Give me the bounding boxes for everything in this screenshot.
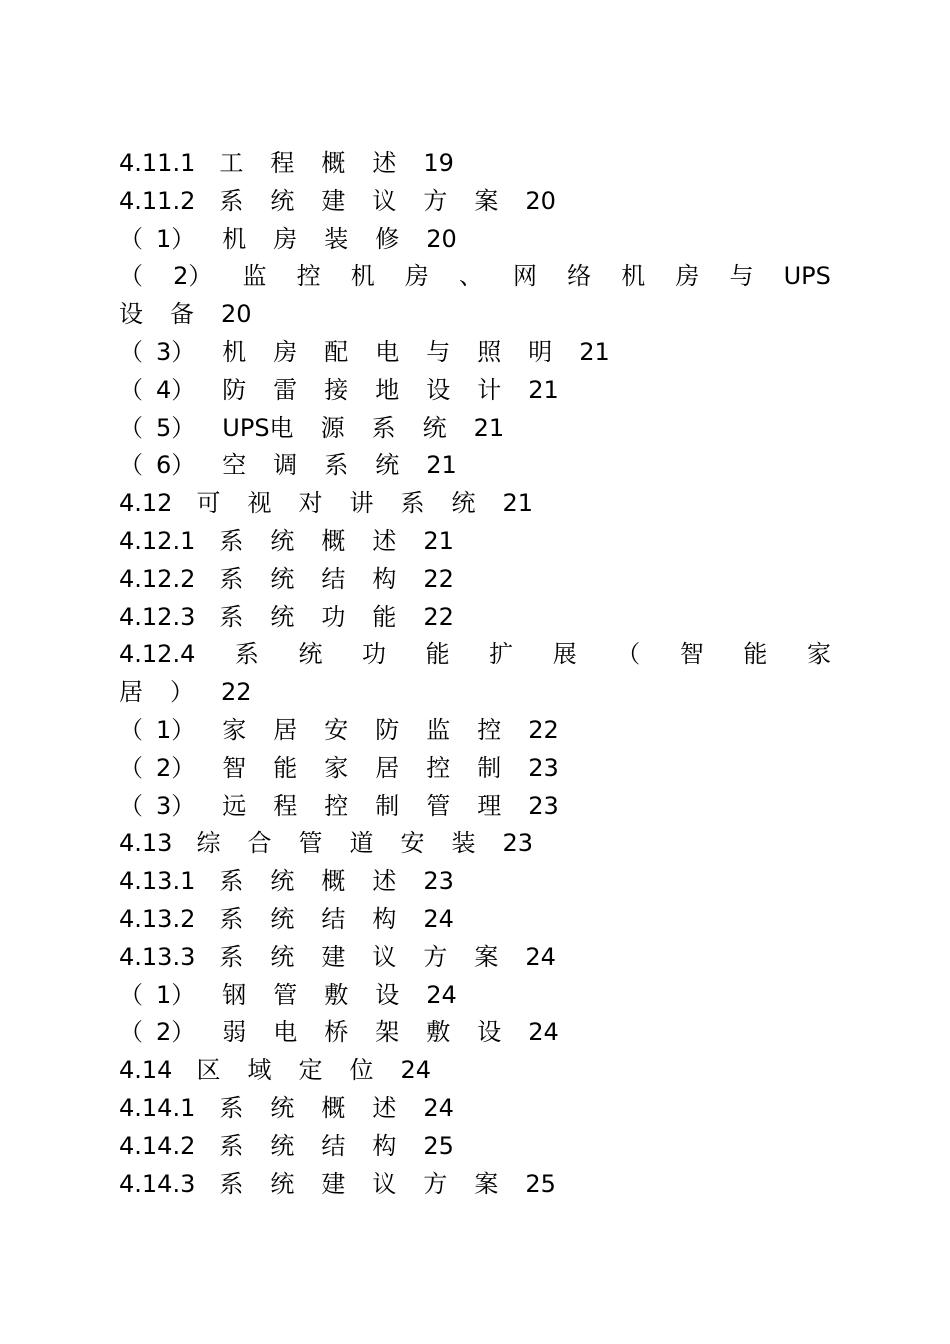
toc-token: 24 [423, 904, 454, 933]
toc-line [119, 1128, 831, 1166]
toc-token: 接 [324, 375, 349, 404]
toc-token: 系 [219, 867, 244, 896]
toc-token: 建 [321, 942, 346, 971]
toc-token: 设 [426, 375, 451, 404]
toc-token: 4.12.4 [119, 640, 196, 669]
toc-token: 安 [324, 715, 349, 744]
toc-token: 系 [219, 602, 244, 631]
toc-token: 4.11.2 [119, 186, 196, 215]
toc-line [119, 447, 831, 485]
toc-token: 装 [324, 224, 349, 253]
toc-token: 议 [372, 1169, 397, 1198]
table-of-contents [119, 145, 831, 1203]
toc-token: 统 [270, 1169, 295, 1198]
toc-token: （ [119, 262, 143, 291]
toc-token: 结 [321, 1131, 346, 1160]
toc-token: 方 [423, 1169, 448, 1198]
toc-token: 地 [375, 375, 400, 404]
toc-token: 能 [743, 640, 768, 669]
toc-token: 建 [321, 1169, 346, 1198]
toc-token: 管 [426, 791, 451, 820]
toc-token: 4.13.3 [119, 942, 196, 971]
toc-token: 系 [219, 1093, 244, 1122]
toc-token: 述 [372, 1093, 397, 1122]
toc-token: 系 [219, 942, 244, 971]
toc-token: 案 [474, 186, 499, 215]
toc-token: 统 [375, 451, 400, 480]
toc-line [119, 750, 831, 788]
toc-token: 装 [451, 829, 476, 858]
toc-token: 设 [119, 300, 143, 329]
toc-token: 2） [156, 753, 196, 782]
toc-token: 架 [375, 1018, 400, 1047]
toc-token: 21 [473, 413, 505, 442]
toc-token: ） [170, 678, 194, 707]
toc-token: 综 [196, 829, 221, 858]
toc-token: 统 [270, 602, 295, 631]
toc-token: 防 [222, 375, 247, 404]
toc-token: 概 [321, 149, 346, 177]
toc-token: 雷 [273, 375, 298, 404]
toc-token: 明 [528, 337, 553, 366]
toc-token: 2） [173, 262, 213, 291]
toc-token: 方 [423, 186, 448, 215]
toc-token: 、 [458, 262, 483, 291]
toc-token: 统 [270, 942, 295, 971]
toc-token: 弱 [222, 1018, 247, 1047]
toc-token: 家 [222, 715, 247, 744]
toc-token: 4.12 [119, 489, 173, 518]
toc-token: 统 [270, 564, 295, 593]
toc-token: 系 [219, 1131, 244, 1160]
toc-token: 22 [423, 564, 454, 593]
toc-token: 构 [372, 904, 397, 933]
toc-token: 概 [321, 867, 346, 896]
toc-token: 计 [477, 375, 502, 404]
toc-token: 与 [426, 337, 451, 366]
toc-token: 房 [675, 262, 700, 291]
toc-token: （ [119, 413, 143, 442]
toc-token: 20 [426, 224, 457, 253]
toc-token: 24 [525, 942, 556, 971]
toc-token: 智 [222, 753, 247, 782]
toc-token: 4.13.1 [119, 867, 196, 896]
toc-line [119, 258, 831, 296]
toc-token: 19 [423, 149, 454, 177]
toc-token: 调 [273, 451, 298, 480]
toc-token: （ [119, 980, 143, 1009]
toc-token: 4.11.1 [119, 149, 196, 177]
toc-token: 网 [513, 262, 538, 291]
toc-token: 理 [477, 791, 502, 820]
toc-token: 24 [528, 1018, 559, 1047]
toc-token: 监 [242, 262, 267, 291]
toc-token: 1） [156, 980, 196, 1009]
toc-line [119, 334, 831, 372]
toc-token: 居 [375, 753, 400, 782]
toc-token: 程 [270, 149, 295, 177]
toc-token: 20 [525, 186, 556, 215]
toc-token: 1） [156, 715, 196, 744]
toc-token: 述 [372, 526, 397, 555]
toc-token: 24 [400, 1056, 431, 1085]
toc-token: 功 [321, 602, 346, 631]
toc-token: 能 [273, 753, 298, 782]
toc-line [119, 636, 831, 674]
toc-token: （ [119, 715, 143, 744]
toc-token: 4.14.1 [119, 1093, 196, 1122]
toc-token: 控 [324, 791, 349, 820]
toc-token: 4.13 [119, 829, 173, 858]
toc-token: 系 [219, 1169, 244, 1198]
toc-token: 讲 [349, 489, 374, 518]
toc-token: 智 [679, 640, 704, 669]
toc-token: 桥 [324, 1018, 349, 1047]
toc-token: 道 [349, 829, 374, 858]
toc-line [119, 183, 831, 221]
toc-token: （ [119, 224, 143, 253]
toc-line [119, 712, 831, 750]
toc-token: 统 [270, 904, 295, 933]
toc-line [119, 410, 831, 448]
toc-token: 23 [423, 867, 454, 896]
toc-token: 电 [375, 337, 400, 366]
toc-token: 机 [621, 262, 646, 291]
toc-token: 制 [375, 791, 400, 820]
toc-token: 述 [372, 149, 397, 177]
toc-token: 21 [426, 451, 457, 480]
toc-line [119, 485, 831, 523]
toc-token: 统 [422, 413, 447, 442]
toc-token: 统 [270, 1093, 295, 1122]
toc-line [119, 1166, 831, 1204]
toc-line [119, 221, 831, 259]
toc-token: 区 [196, 1056, 221, 1085]
toc-token: 4.12.1 [119, 526, 196, 555]
toc-token: 可 [196, 489, 221, 518]
toc-token: 备 [170, 300, 194, 329]
toc-token: 系 [219, 526, 244, 555]
toc-token: 敷 [426, 1018, 451, 1047]
toc-token: 系 [234, 640, 259, 669]
toc-token: 监 [426, 715, 451, 744]
toc-token: 20 [221, 300, 252, 329]
toc-token: （ [119, 337, 143, 366]
toc-token: 1） [156, 224, 196, 253]
toc-token: 机 [350, 262, 375, 291]
toc-token: 域 [247, 1056, 272, 1085]
toc-token: 22 [423, 602, 454, 631]
toc-token: 设 [477, 1018, 502, 1047]
toc-line [119, 1014, 831, 1052]
toc-token: 定 [298, 1056, 323, 1085]
toc-line [119, 561, 831, 599]
toc-token: 家 [806, 640, 831, 669]
toc-token: 21 [502, 489, 533, 518]
toc-token: 5） [156, 413, 196, 442]
toc-token: 4.13.2 [119, 904, 196, 933]
toc-token: 程 [273, 791, 298, 820]
toc-token: 统 [270, 186, 295, 215]
toc-token: 能 [425, 640, 450, 669]
toc-token: 扩 [489, 640, 514, 669]
toc-token: 修 [375, 224, 400, 253]
toc-token: 23 [502, 829, 533, 858]
toc-token: 远 [222, 791, 247, 820]
toc-token: 房 [273, 224, 298, 253]
toc-token: 构 [372, 1131, 397, 1160]
toc-token: 控 [477, 715, 502, 744]
toc-token: 照 [477, 337, 502, 366]
toc-token: （ [119, 375, 143, 404]
toc-token: 案 [474, 1169, 499, 1198]
toc-token: UPS [783, 262, 831, 291]
toc-line [119, 863, 831, 901]
toc-token: （ [119, 1018, 143, 1047]
toc-token: 系 [371, 413, 396, 442]
toc-token: 空 [222, 451, 247, 480]
toc-line [119, 1052, 831, 1090]
toc-token: 房 [273, 337, 298, 366]
toc-token: 3） [156, 337, 196, 366]
toc-token: 络 [567, 262, 592, 291]
toc-token: 电 [273, 1018, 298, 1047]
toc-token: 4） [156, 375, 196, 404]
toc-token: 对 [298, 489, 323, 518]
toc-token: 统 [270, 1131, 295, 1160]
toc-token: 22 [221, 678, 252, 707]
toc-token: 23 [528, 791, 559, 820]
toc-token: 4.12.3 [119, 602, 196, 631]
toc-line [119, 372, 831, 410]
toc-token: 位 [349, 1056, 374, 1085]
toc-token: 控 [296, 262, 321, 291]
toc-token: 3） [156, 791, 196, 820]
toc-token: 概 [321, 526, 346, 555]
toc-token: 方 [423, 942, 448, 971]
toc-token: 21 [423, 526, 454, 555]
toc-token: 24 [426, 980, 457, 1009]
toc-token: 构 [372, 564, 397, 593]
toc-token: 居 [119, 678, 143, 707]
toc-token: 房 [404, 262, 429, 291]
toc-token: 配 [324, 337, 349, 366]
toc-token: 系 [400, 489, 425, 518]
toc-token: 与 [729, 262, 754, 291]
toc-token: 21 [528, 375, 559, 404]
toc-line [119, 939, 831, 977]
toc-line [119, 523, 831, 561]
toc-token: 源 [320, 413, 345, 442]
toc-token: 防 [375, 715, 400, 744]
toc-token: 4.14.3 [119, 1169, 196, 1198]
toc-token: （ [119, 753, 143, 782]
toc-token: 22 [528, 715, 559, 744]
toc-token: 案 [474, 942, 499, 971]
toc-token: 系 [219, 564, 244, 593]
toc-token: 敷 [324, 980, 349, 1009]
toc-token: 视 [247, 489, 272, 518]
toc-token: 钢 [222, 980, 247, 1009]
toc-token: 能 [372, 602, 397, 631]
toc-line [119, 977, 831, 1015]
toc-line [119, 788, 831, 826]
toc-token: 结 [321, 904, 346, 933]
toc-token: 24 [423, 1093, 454, 1122]
toc-token: 工 [219, 149, 244, 177]
toc-token: 2） [156, 1018, 196, 1047]
toc-token: 4.14 [119, 1056, 173, 1085]
toc-token: 述 [372, 867, 397, 896]
toc-token: 结 [321, 564, 346, 593]
toc-token: 25 [423, 1131, 454, 1160]
toc-token: 设 [375, 980, 400, 1009]
toc-token: 议 [372, 942, 397, 971]
toc-token: 系 [219, 186, 244, 215]
toc-line [119, 1090, 831, 1128]
toc-token: 建 [321, 186, 346, 215]
toc-token: 概 [321, 1093, 346, 1122]
toc-token: 统 [298, 640, 323, 669]
toc-token: 系 [219, 904, 244, 933]
toc-token: 统 [270, 867, 295, 896]
toc-token: 统 [451, 489, 476, 518]
toc-token: 议 [372, 186, 397, 215]
toc-line [119, 901, 831, 939]
toc-line [119, 296, 831, 334]
toc-token: （ [616, 640, 641, 669]
toc-token: 居 [273, 715, 298, 744]
toc-token: 管 [273, 980, 298, 1009]
toc-token: 统 [270, 526, 295, 555]
toc-token: 系 [324, 451, 349, 480]
toc-line [119, 145, 831, 183]
toc-token: 家 [324, 753, 349, 782]
toc-token: 4.12.2 [119, 564, 196, 593]
toc-token: 4.14.2 [119, 1131, 196, 1160]
toc-token: （ [119, 791, 143, 820]
toc-token: 25 [525, 1169, 556, 1198]
toc-token: 机 [222, 224, 247, 253]
toc-token: 功 [362, 640, 387, 669]
toc-token: 机 [222, 337, 247, 366]
toc-token: UPS电 [222, 413, 294, 442]
toc-token: 制 [477, 753, 502, 782]
toc-token: 管 [298, 829, 323, 858]
toc-token: 6） [156, 451, 196, 480]
toc-token: 21 [579, 337, 610, 366]
toc-token: 合 [247, 829, 272, 858]
toc-token: （ [119, 451, 143, 480]
toc-line [119, 825, 831, 863]
toc-token: 展 [552, 640, 577, 669]
toc-line [119, 674, 831, 712]
toc-token: 安 [400, 829, 425, 858]
toc-line [119, 599, 831, 637]
toc-token: 23 [528, 753, 559, 782]
toc-token: 控 [426, 753, 451, 782]
